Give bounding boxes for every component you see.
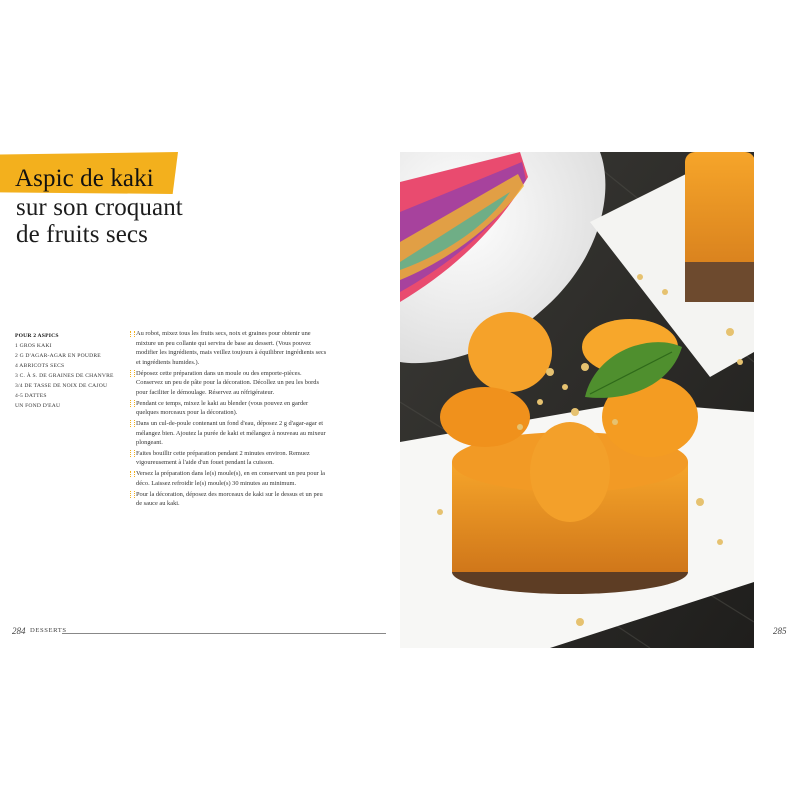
dessert-photo-illustration <box>400 152 754 648</box>
step-marker-icon <box>130 471 135 478</box>
step-marker-icon <box>130 370 135 377</box>
recipe-step <box>130 490 330 509</box>
step-text: Dans un cul-de-poule contenant un fond d'eau, déposez 2 g d'agar-agar et mélangez bien. Ajoutez la purée de kaki et mélangez à nouveau au mixeur plongeant. <box>136 419 326 447</box>
ingredient-item: 3/4 DE TASSE DE NOIX DE CAJOU <box>15 383 108 389</box>
page-footer-left <box>12 625 386 637</box>
recipe-step <box>130 469 330 488</box>
section-label: DESSERTS <box>30 627 67 634</box>
step-text: Pendant ce temps, mixez le kaki au blender (vous pouvez en garder quelques morceaux pour la décoration). <box>136 399 309 417</box>
recipe-title <box>0 152 240 248</box>
step-text: Déposez cette préparation dans un moule ou des emporte-pièces. Conservez un peu de pâte pour la décoration. Décollez un peu les bords pour faciliter le démoulage. Réservez au réfrigérateur. <box>136 369 319 396</box>
step-marker-icon <box>130 450 135 457</box>
ingredient-item: 2 G D'AGAR-AGAR EN POUDRE <box>15 353 101 359</box>
step-text: Versez la préparation dans le(s) moule(s), en en conservant un peu pour la déco. Laissez refroidir le(s) moule(s) 30 minutes au minimum. <box>136 470 325 487</box>
step-marker-icon <box>130 420 135 427</box>
title-line-3: de fruits secs <box>16 221 148 248</box>
dessert-photo <box>400 152 754 648</box>
ingredient-item: 1 GROS KAKI <box>15 343 52 349</box>
recipe-step <box>130 369 330 398</box>
ingredient-list <box>15 331 125 411</box>
recipe-step <box>130 419 330 448</box>
step-text: Au robot, mixez tous les fruits secs, noix et graines pour obtenir une mixture un peu collante qui servira de base au dessert. (Vous pouvez modifier les ingrédients, mais veillez toujours à équilibrer ingrédients secs et ingrédients humides.). <box>136 330 327 366</box>
step-marker-icon <box>130 400 135 407</box>
title-line-2: sur son croquant <box>16 194 183 221</box>
ingredient-item: 3 C. À S. DE GRAINES DE CHANVRE <box>15 373 114 379</box>
ingredient-item: UN FOND D'EAU <box>15 403 61 409</box>
page-number-right: 285 <box>773 626 787 636</box>
recipe-steps <box>130 329 330 510</box>
footer-rule <box>62 633 386 634</box>
step-text: Faites bouillir cette préparation pendant 2 minutes environ. Remuez vigoureusement à l'aide d'un fouet pendant la cuisson. <box>136 449 310 467</box>
page-number-left: 284 <box>12 626 26 636</box>
step-marker-icon <box>130 331 135 338</box>
recipe-step <box>130 329 330 367</box>
recipe-step <box>130 449 330 468</box>
ingredient-item: 4-5 DATTES <box>15 393 47 399</box>
title-line-1: Aspic de kaki <box>15 165 154 192</box>
ingredient-item: 4 ABRICOTS SECS <box>15 363 65 369</box>
recipe-step <box>130 399 330 418</box>
step-marker-icon <box>130 491 135 498</box>
step-text: Pour la décoration, déposez des morceaux de kaki sur le dessus et un peu de sauce au kaki. <box>136 490 323 508</box>
ingredient-heading: POUR 2 ASPICS <box>15 333 59 339</box>
